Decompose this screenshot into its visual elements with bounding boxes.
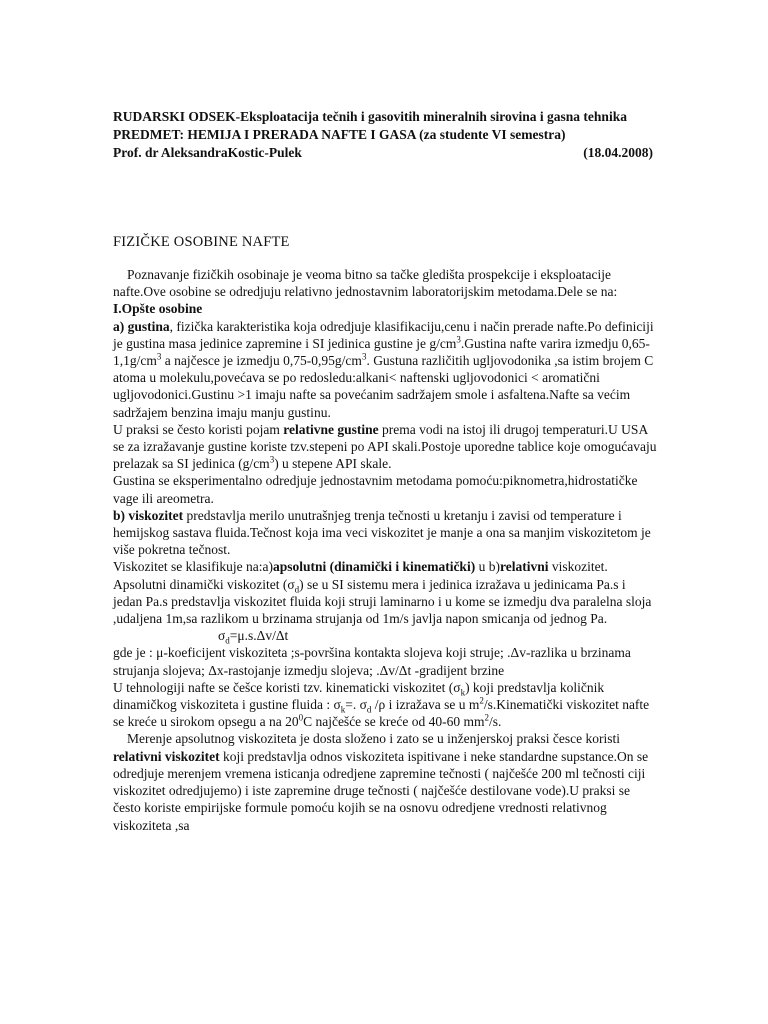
relative-density-term: relativne gustine xyxy=(283,421,379,437)
viscosity-formula: $\sigma_d=\mu.s.\Delta v/\Delta t$ xyxy=(218,628,289,646)
formula-legend: gde je : μ-koeficijent viskoziteta ;s-površina kontakta slojeva koji struje; .Δv-razlika u brzinama strujanja slojeva; Δx-rastojanje izmedju slojeva; .Δv/Δt -gradijent brzine xyxy=(113,645,631,678)
section-title: FIZIČKE OSOBINE NAFTE xyxy=(113,234,290,250)
document-header xyxy=(113,108,653,162)
subject-line: PREDMET: HEMIJA I PRERADA NAFTE I GASA (za studente VI semestra) xyxy=(113,127,566,142)
department-line: RUDARSKI ODSEK-Eksploatacija tečnih i gasovitih mineralnih sirovina i gasna tehnika xyxy=(113,109,627,124)
density-label: a) gustina xyxy=(113,318,170,334)
density-methods-paragraph: Gustina se eksperimentalno odredjuje jednostavnim metodama pomoću:piknometra,hidrostatičke vage ili areometra. xyxy=(113,473,638,506)
viscosity-classification-paragraph: Viskozitet se klasifikuje na:a)apsolutni (dinamički i kinematički) u b)relativni viskozitet. Apsolutni dinamički viskozitet $(\sigma_d)$ se u SI sistemu mera i jedinica izražava u jedinicama Pa.s i jedan Pa.s predstavlja viskozitet fluida koji struji laminarno i u kome se izmedju dva paralelna sloja ,udaljena 1m,sa razlikom u brzinama strujanja od 1m/s javlja napon smicanja od jednog Pa. xyxy=(113,559,652,627)
viscosity-paragraph: b) viskozitet predstavlja merilo unutrašnjeg trenja tečnosti u kretanju i zavisi od temperature i hemijskog sastava fluida.Tečnost koja ima veci viskozitet je manje a ona sa manjim viskozitetom je više pokretna tečnost. xyxy=(113,507,651,558)
author-date-line xyxy=(113,144,653,162)
density-paragraph: a) gustina, fizička karakteristika koja odredjuje klasifikaciju,cenu i način prerade nafte.Po definiciji je gustina masa jedinice zapremine i SI jedinica gustine je $g/cm^3.Gustina$ nafte varira izmedju $0,65-1,1g/cm^3$ a najčesce je izmedju $0,75-0,95g/cm^3$. Gustuna različitih ugljovodonika ,sa istim brojem C atoma u molekulu,povećava se po redosledu:alkani< naftenski ugljovodonici < aromatični ugljovodonici.Gustinu >1 imaju nafte sa povećanim sadržajem smole i asfaltena.Nafte sa većim sadržajem benzina imaju manju gustinu. xyxy=(113,318,654,420)
general-properties-heading: I.Opšte osobine xyxy=(113,301,203,317)
document-body xyxy=(113,266,658,834)
author: Prof. dr AleksandraKostic-Pulek xyxy=(113,145,302,160)
relative-viscosity-term: relativni viskozitet xyxy=(113,748,220,764)
kinematic-viscosity-paragraph: U tehnologiji nafte se češce koristi tzv. kinematicki viskozitet $(\sigma_k)$ koji predstavlja količnik dinamičkog viskoziteta i gustine fluida : $\sigma_k=$. $\sigma_d$ /ρ i izražava se u $m^2/s.Kinematički$ viskozitet nafte se kreće u sirokom opsegu a na $20^0C$ najčešće se kreće od 40-60 $mm^2/s$. xyxy=(113,679,650,730)
viscosity-label: b) viskozitet xyxy=(113,507,184,523)
relative-density-paragraph: U praksi se često koristi pojam relativne gustine prema vodi na istoj ili drugoj temperaturi.U USA se za izražavanje gustine koriste tzv.stepeni po API skali.Postoje uporedne tablice koje omogućavaju prelazak sa SI jedinica $(g/cm^3)$ u stepene API skale. xyxy=(113,421,657,472)
intro-paragraph: Poznavanje fizičkih osobinaje je veoma bitno sa tačke gledišta prospekcije i eksploatacije nafte.Ove osobine se odredjuju relativno jednostavnim laboratorijskim metodama.Dele se na: xyxy=(113,267,618,300)
relative-viscosity-paragraph: Merenje apsolutnog viskoziteta je dosta složeno i zato se u inženjerskoj praksi česce koristi relativni viskozitet koji predstavlja odnos viskoziteta ispitivane i neke standardne supstance.On se odredjuje merenjem vremena isticanja odredjene zapremine tečnosti ( najčešće 200 ml tečnosti ciji viskozitet odredjujemo) i iste zapremine druge tečnosti ( najčešće destilovane vode).U praksi se često koriste empirijske formule pomoću kojih se na osnovu odredjene vrednosti relativnog viskoziteta ,sa xyxy=(113,731,649,833)
date: (18.04.2008) xyxy=(583,145,653,160)
